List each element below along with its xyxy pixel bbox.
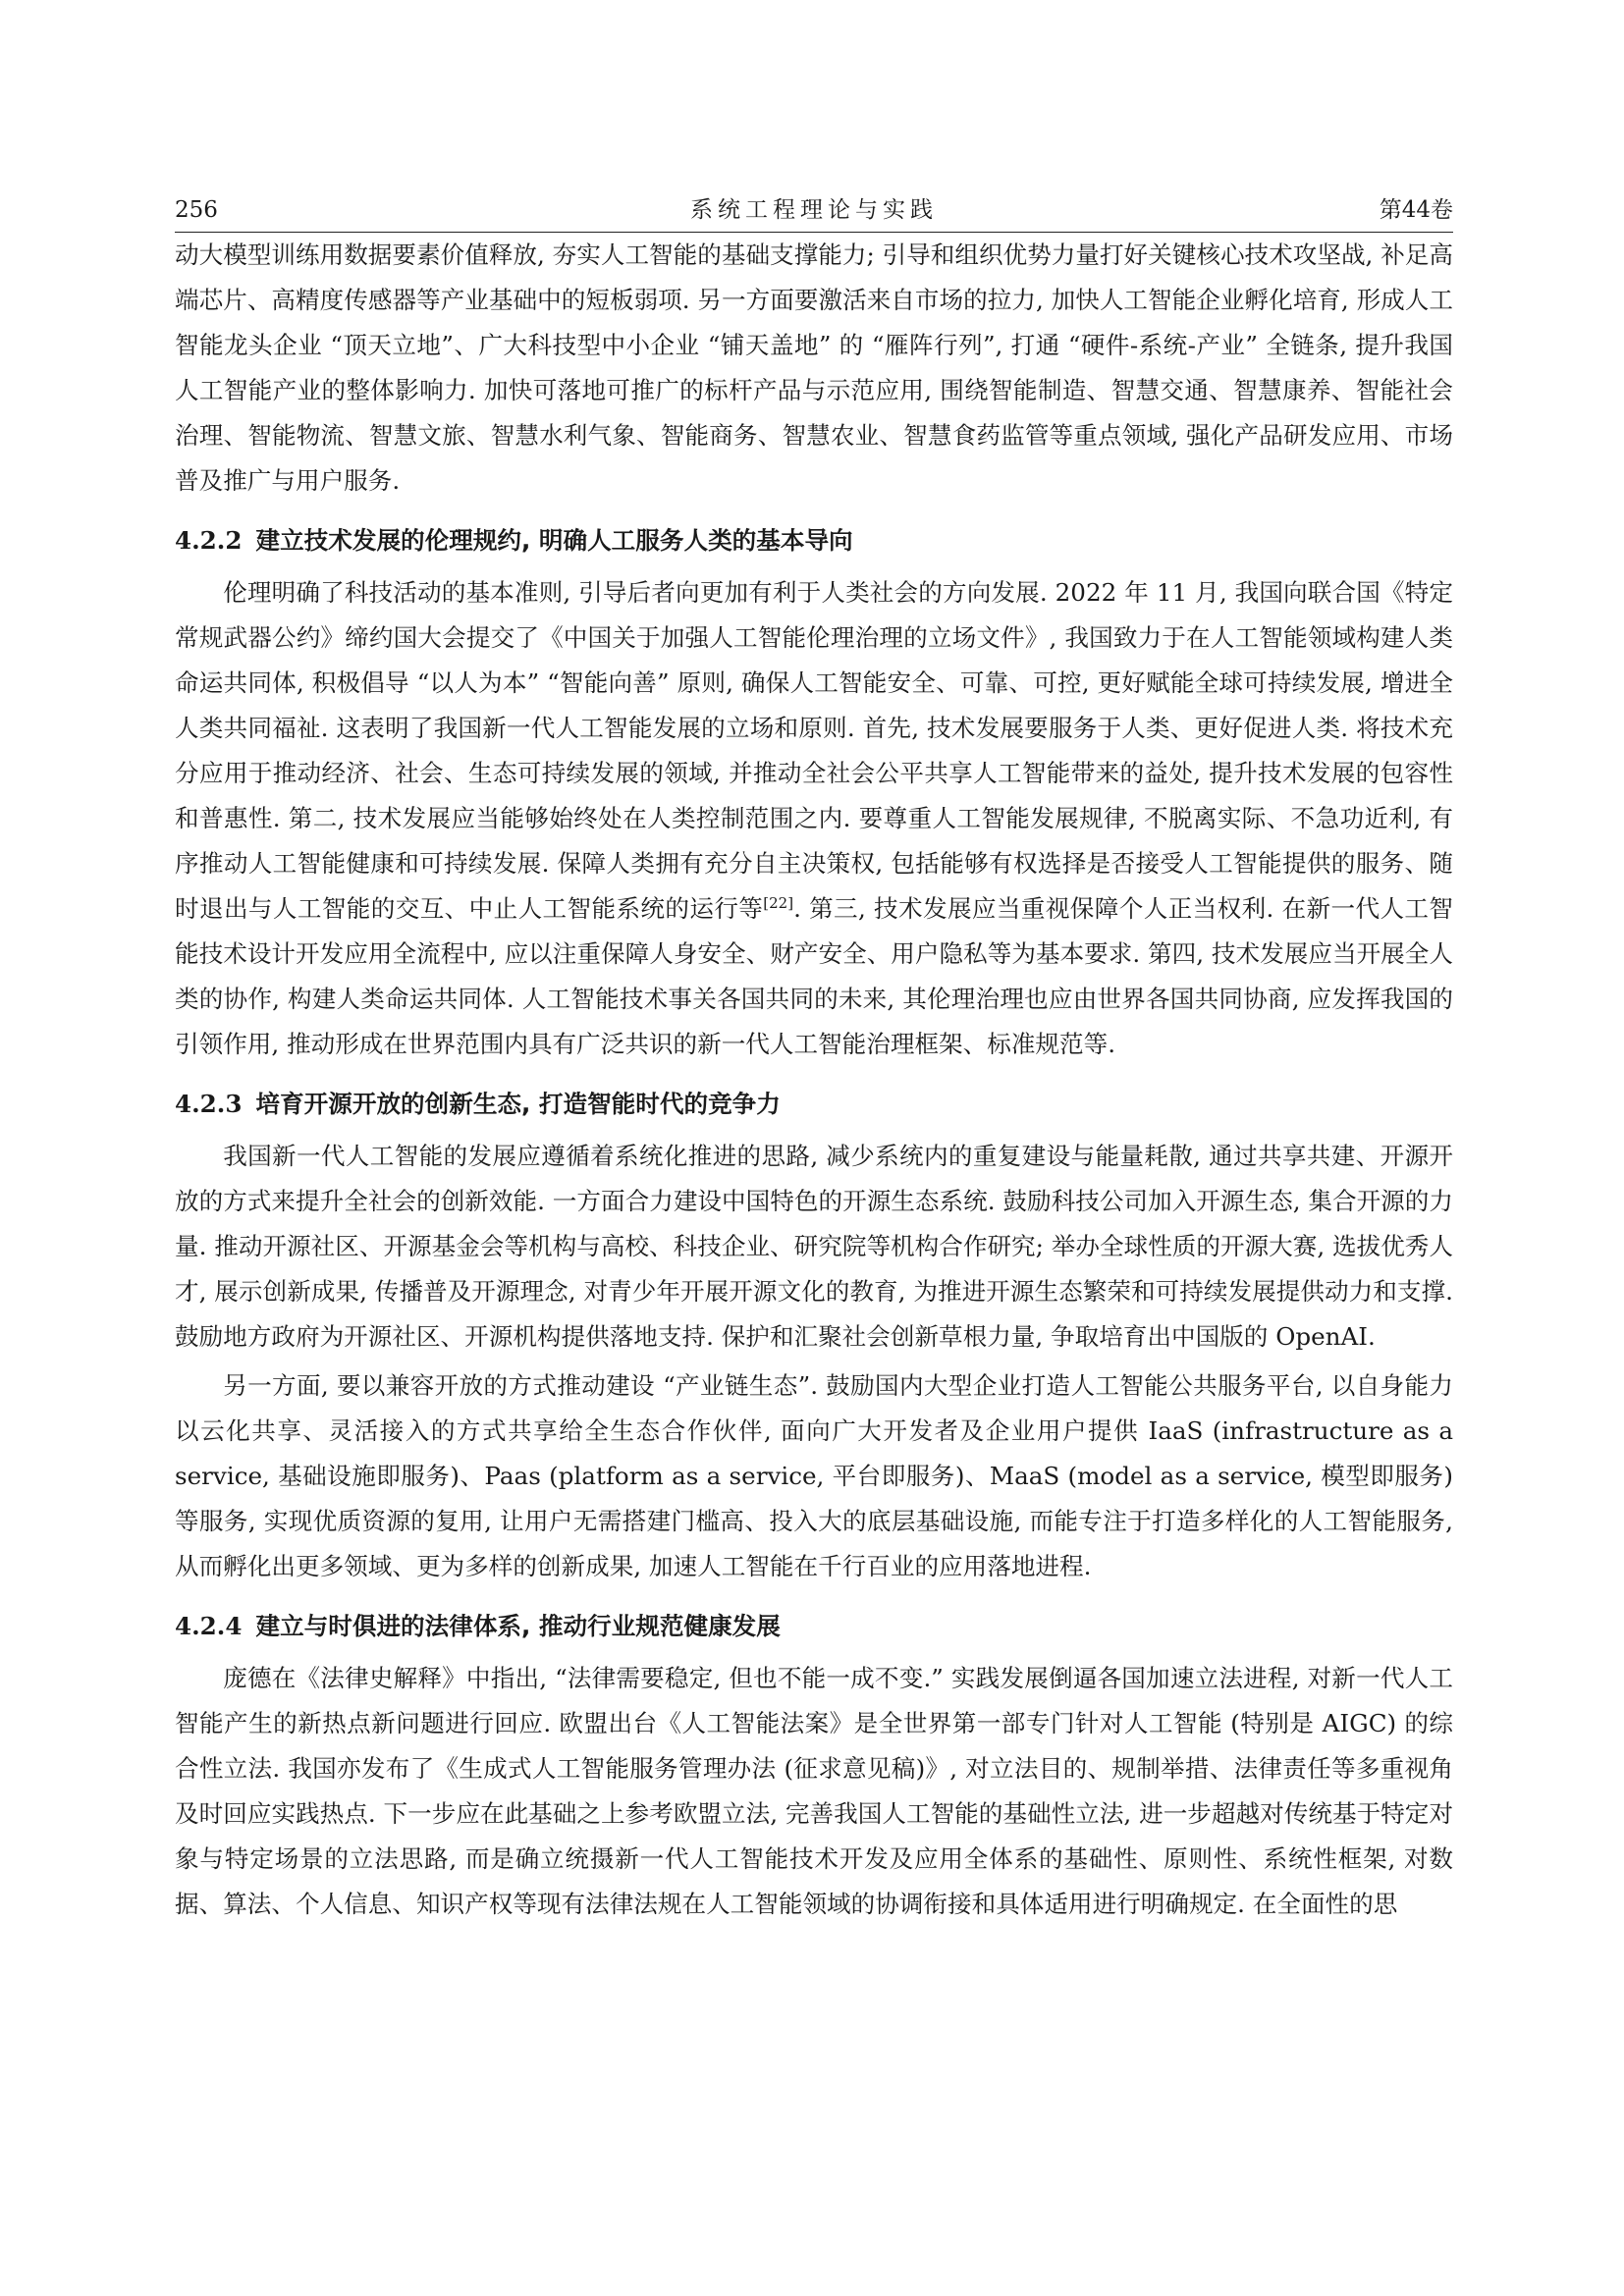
- section-number: 4.2.2: [175, 526, 243, 555]
- section-heading-4-2-2: [175, 521, 1453, 561]
- section-heading-4-2-3: [175, 1085, 1453, 1124]
- section-number: 4.2.3: [175, 1090, 243, 1118]
- section-4-2-3-paragraph-1: 我国新一代人工智能的发展应遵循着系统化推进的思路, 减少系统内的重复建设与能量耗散, 通过共享共建、开源开放的方式来提升全社会的创新效能. 一方面合力建设中国特色的开源生态系统. 鼓励科技公司加入开源生态, 集合开源的力量. 推动开源社区、开源基金会等机构与高校、科技企业、研究院等机构合作研究; 举办全球性质的开源大赛, 选拔优秀人才, 展示创新成果, 传播普及开源理念, 对青少年开展开源文化的教育, 为推进开源生态繁荣和可持续发展提供动力和支撑. 鼓励地方政府为开源社区、开源机构提供落地支持. 保护和汇聚社会创新草根力量, 争取培育出中国版的 OpenAI.: [175, 1142, 1453, 1351]
- section-heading-4-2-4: [175, 1607, 1453, 1646]
- journal-title: 系统工程理论与实践: [690, 197, 938, 223]
- section-4-2-4-paragraph-1: 庞德在《法律史解释》中指出, “法律需要稳定, 但也不能一成不变.” 实践发展倒逼各国加速立法进程, 对新一代人工智能产生的新热点新问题进行回应. 欧盟出台《人工智能法案》是全世界第一部专门针对人工智能 (特别是 AIGC) 的综合性立法. 我国亦发布了《生成式人工智能服务管理办法 (征求意见稿)》, 对立法目的、规制举措、法律责任等多重视角及时回应实践热点. 下一步应在此基础之上参考欧盟立法, 完善我国人工智能的基础性立法, 进一步超越对传统基于特定对象与特定场景的立法思路, 而是确立统摄新一代人工智能技术开发及应用全体系的基础性、原则性、系统性框架, 对数据、算法、个人信息、知识产权等现有法律法规在人工智能领域的协调衔接和具体适用进行明确规定. 在全面性的思: [175, 1664, 1453, 1918]
- paragraph-text: . 第三, 技术发展应当重视保障个人正当权利. 在新一代人工智能技术设计开发应用全流程中, 应以注重保障人身安全、财产安全、用户隐私等为基本要求. 第四, 技术发展应当开展全人类的协作, 构建人类命运共同体. 人工智能技术事关各国共同的未来, 其伦理治理也应由世界各国共同协商, 应发挥我国的引领作用, 推动形成在世界范围内具有广泛共识的新一代人工智能治理框架、标准规范等.: [175, 894, 1453, 1058]
- page-number: 256: [175, 197, 218, 223]
- running-header: [175, 192, 1453, 228]
- section-4-2-2-paragraph: [175, 570, 1453, 1067]
- volume-label: 第44卷: [1379, 197, 1453, 223]
- section-title: 培育开源开放的创新生态, 打造智能时代的竞争力: [255, 1090, 781, 1118]
- body-text: [175, 233, 1453, 1927]
- paper-page: [175, 192, 1453, 1927]
- section-number: 4.2.4: [175, 1612, 243, 1640]
- paragraph-text: 伦理明确了科技活动的基本准则, 引导后者向更加有利于人类社会的方向发展. 2022 年 11 月, 我国向联合国《特定常规武器公约》缔约国大会提交了《中国关于加强人工智能伦理治理的立场文件》, 我国致力于在人工智能领域构建人类命运共同体, 积极倡导 “以人为本” “智能向善” 原则, 确保人工智能安全、可靠、可控, 更好赋能全球可持续发展, 增进全人类共同福祉. 这表明了我国新一代人工智能发展的立场和原则. 首先, 技术发展要服务于人类、更好促进人类. 将技术充分应用于推动经济、社会、生态可持续发展的领域, 并推动全社会公平共享人工智能带来的益处, 提升技术发展的包容性和普惠性. 第二, 技术发展应当能够始终处在人类控制范围之内. 要尊重人工智能发展规律, 不脱离实际、不急功近利, 有序推动人工智能健康和可持续发展. 保障人类拥有充分自主决策权, 包括能够有权选择是否接受人工智能提供的服务、随时退出与人工智能的交互、中止人工智能系统的运行等: [175, 578, 1453, 923]
- opening-paragraph: 动大模型训练用数据要素价值释放, 夯实人工智能的基础支撑能力; 引导和组织优势力量打好关键核心技术攻坚战, 补足高端芯片、高精度传感器等产业基础中的短板弱项. 另一方面要激活来自市场的拉力, 加快人工智能企业孵化培育, 形成人工智能龙头企业 “顶天立地”、广大科技型中小企业 “铺天盖地” 的 “雁阵行列”, 打通 “硬件-系统-产业” 全链条, 提升我国人工智能产业的整体影响力. 加快可落地可推广的标杆产品与示范应用, 围绕智能制造、智慧交通、智慧康养、智能社会治理、智能物流、智慧文旅、智慧水利气象、智能商务、智慧农业、智慧食药监管等重点领域, 强化产品研发应用、市场普及推广与用户服务.: [175, 240, 1453, 495]
- section-title: 建立与时俱进的法律体系, 推动行业规范健康发展: [255, 1612, 781, 1640]
- section-title: 建立技术发展的伦理规约, 明确人工服务人类的基本导向: [255, 526, 853, 555]
- citation-ref[interactable]: [22]: [763, 893, 794, 912]
- section-4-2-3-paragraph-2: 另一方面, 要以兼容开放的方式推动建设 “产业链生态”. 鼓励国内大型企业打造人工智能公共服务平台, 以自身能力以云化共享、灵活接入的方式共享给全生态合作伙伴, 面向广大开发者及企业用户提供 IaaS (infrastructure as a service, 基础设施即服务)、Paas (platform as a service, 平台即服务)、MaaS (model as a service, 模型即服务) 等服务, 实现优质资源的复用, 让用户无需搭建门槛高、投入大的底层基础设施, 而能专注于打造多样化的人工智能服务, 从而孵化出更多领域、更为多样的创新成果, 加速人工智能在千行百业的应用落地进程.: [175, 1371, 1453, 1580]
